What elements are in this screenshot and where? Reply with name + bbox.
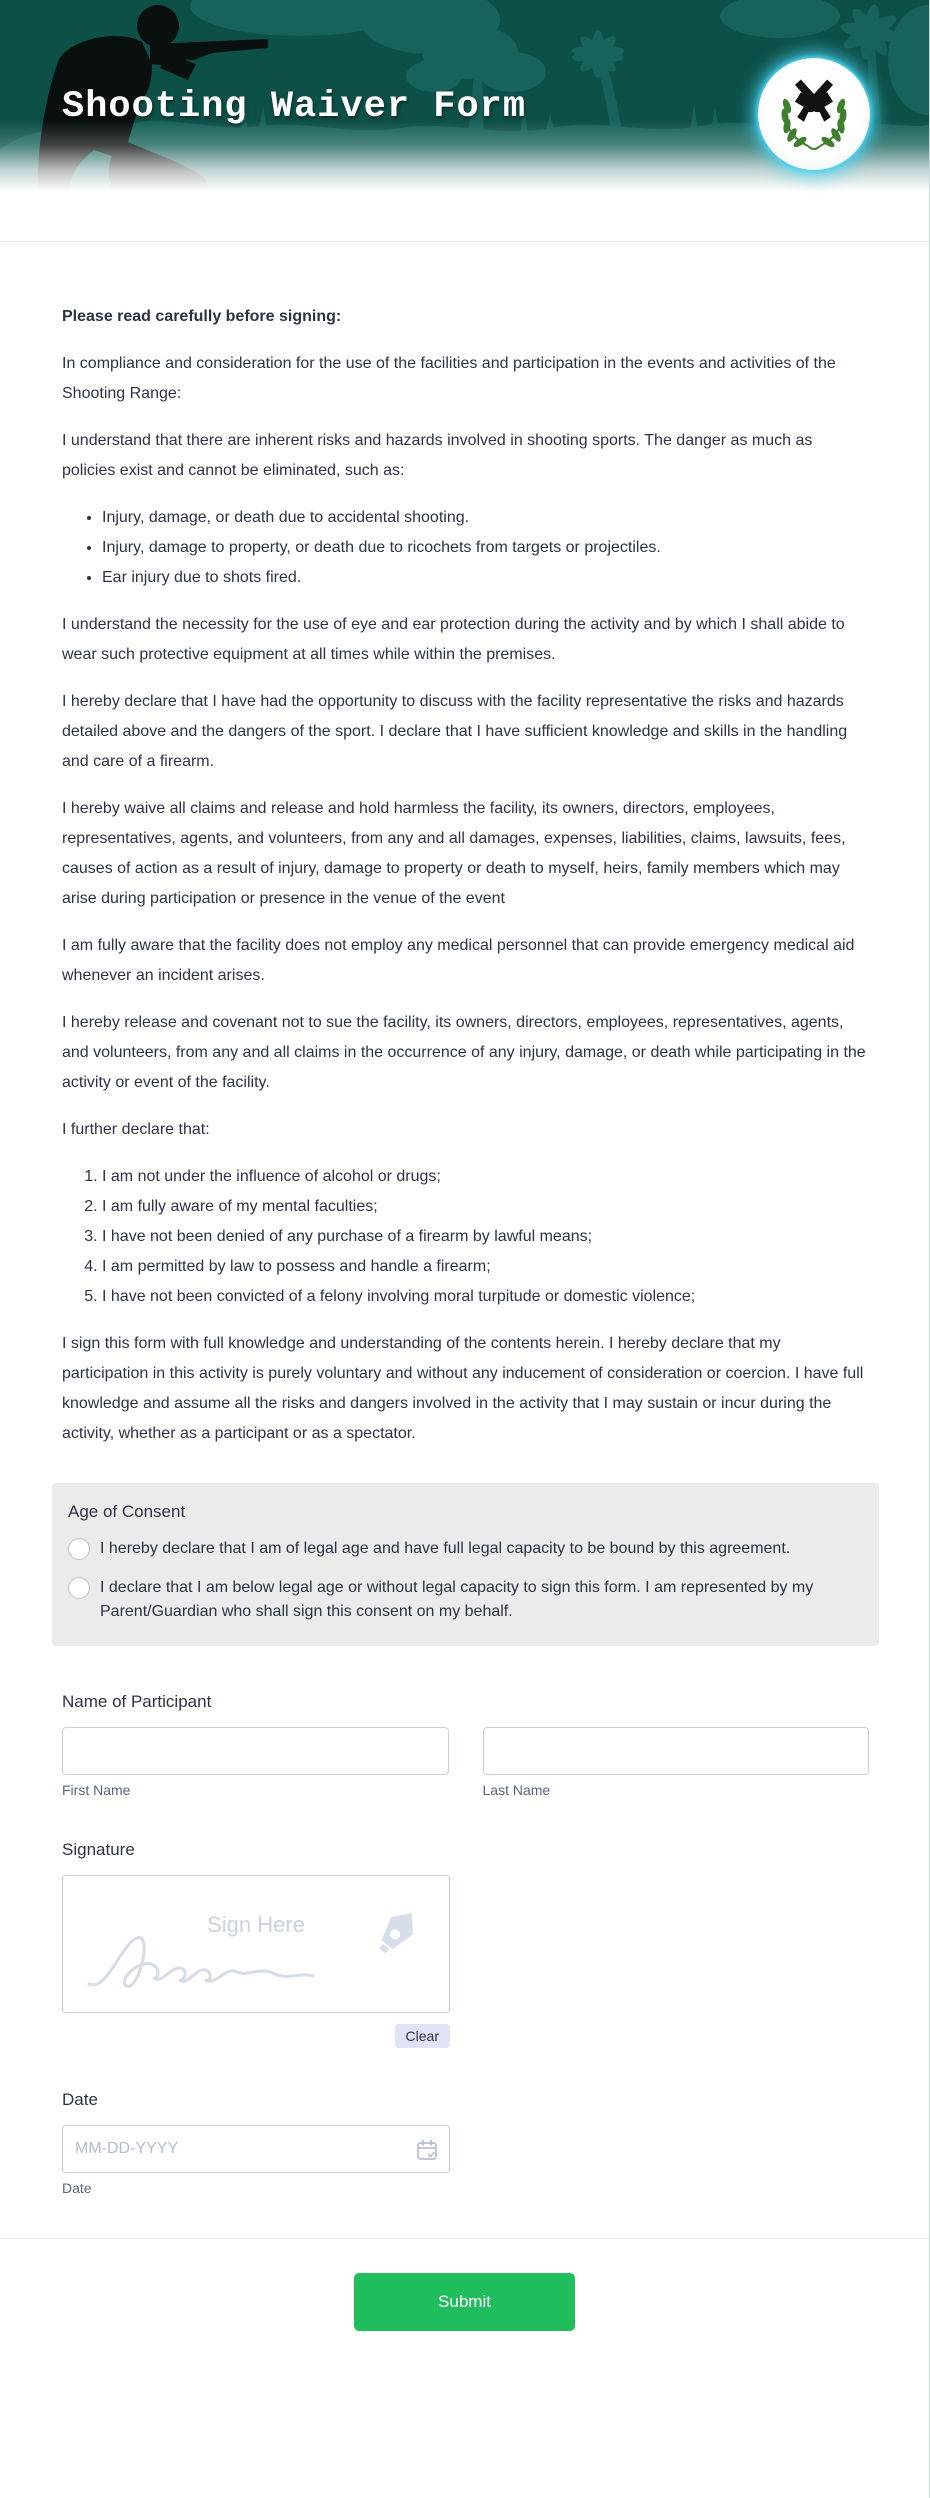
waiver-paragraph: I hereby declare that I have had the opportunity to discuss with the facility representative the risks and hazards detailed above and the dangers of the sport. I declare that I have sufficient knowledge and skills in the handling and care of a firearm. (62, 693, 848, 770)
waiver-paragraph: I hereby waive all claims and release and hold harmless the facility, its owners, directors, employees, representatives, agents, and volunteers, from any and all damages, expenses, liabilities, claims, lawsuits, fees, causes of action as a result of injury, damage to property or death to myself, heirs, family members which may arise during participation or presence in the venue of the event (62, 800, 846, 907)
name-of-participant-field (62, 1692, 869, 1798)
range-logo (758, 58, 870, 170)
crossed-pistols-laurel-icon (774, 72, 854, 156)
date-field (62, 2090, 869, 2196)
date-sublabel: Date (62, 2180, 92, 2196)
hazards-list (62, 503, 869, 593)
first-name-sublabel: First Name (62, 1782, 131, 1798)
waiver-heading: Please read carefully before signing: (62, 308, 342, 325)
hazards-list-item: • Injury, damage to property, or death due to ricochets from targets or projectiles. (102, 533, 869, 563)
waiver-paragraph: I am fully aware that the facility does not employ any medical personnel that can provide emergency medical aid whenever an incident arises. (62, 937, 855, 984)
form-body (0, 242, 929, 2196)
waiver-paragraph: I hereby release and covenant not to sue the facility, its owners, directors, employees, representatives, agents, and volunteers, from any and all claims in the occurrence of any injury, damage, or death while participating in the activity or event of the facility. (62, 1014, 866, 1091)
signature-field (62, 1840, 869, 2048)
calendar-picker-button[interactable] (414, 2137, 440, 2163)
consent-option-label: I hereby declare that I am of legal age and have full legal capacity to be bound by this agreement. (100, 1540, 791, 1557)
age-of-consent-label: Age of Consent (68, 1502, 186, 1521)
first-name-column (62, 1727, 449, 1798)
waiver-paragraph: I understand the necessity for the use of eye and ear protection during the activity and by which I shall abide to wear such protective equipment at all times while within the premises. (62, 616, 845, 663)
declarations-list-item: 1. I am not under the influence of alcohol or drugs; (102, 1162, 869, 1192)
name-field-label: Name of Participant (62, 1692, 212, 1711)
form-title: Shooting Waiver Form (62, 86, 527, 128)
signature-field-label: Signature (62, 1840, 135, 1859)
submit-button[interactable]: Submit (354, 2273, 575, 2331)
waiver-paragraph: I sign this form with full knowledge and understanding of the contents herein. I hereby declare that my participation in this activity is purely voluntary and without any inducement of consideration or coercion. I have full knowledge and assume all the risks and dangers involved in the activity that I may sustain or incur during the activity, whether as a participant or as a spectator. (62, 1335, 864, 1442)
hazards-list-item: • Ear injury due to shots fired. (102, 563, 869, 593)
form-header (0, 0, 929, 242)
signature-pad[interactable] (62, 1875, 450, 2013)
waiver-paragraph: In compliance and consideration for the use of the facilities and participation in the events and activities of the Shooting Range: (62, 355, 836, 402)
declarations-list-item: 5. I have not been convicted of a felony involving moral turpitude or domestic violence; (102, 1282, 869, 1312)
signature-actions-row (62, 2024, 450, 2048)
sign-here-placeholder: Sign Here (207, 1912, 305, 1937)
date-input[interactable] (62, 2125, 450, 2173)
waiver-paragraph: I further declare that: (62, 1121, 210, 1138)
date-field-label: Date (62, 2090, 98, 2109)
consent-option-below-legal-age[interactable] (68, 1576, 861, 1624)
last-name-input[interactable] (483, 1727, 870, 1775)
hazards-list-item: • Injury, damage, or death due to accidental shooting. (102, 503, 869, 533)
declarations-list-item: 3. I have not been denied of any purchase of a firearm by lawful means; (102, 1222, 869, 1252)
last-name-sublabel: Last Name (482, 1782, 551, 1798)
clear-signature-button[interactable]: Clear (395, 2024, 450, 2048)
form-footer (0, 2238, 929, 2382)
declarations-list-item: 4. I am permitted by law to possess and handle a firearm; (102, 1252, 869, 1282)
last-name-column (483, 1727, 870, 1798)
name-inputs-row (62, 1727, 869, 1798)
pen-nib-icon (371, 1906, 423, 1958)
radio-button-icon[interactable] (68, 1577, 90, 1599)
age-of-consent-section (52, 1483, 879, 1646)
radio-button-icon[interactable] (68, 1538, 90, 1560)
first-name-input[interactable] (62, 1727, 449, 1775)
declarations-list-item: 2. I am fully aware of my mental faculties; (102, 1192, 869, 1222)
waiver-paragraph: I understand that there are inherent risks and hazards involved in shooting sports. The danger as much as policies exist and cannot be eliminated, such as: (62, 432, 813, 479)
waiver-text-block (62, 302, 869, 1449)
consent-option-label: I declare that I am below legal age or without legal capacity to sign this form. I am represented by my Parent/Guardian who shall sign this consent on my behalf. (100, 1579, 814, 1620)
declarations-list (62, 1162, 869, 1312)
date-input-wrapper (62, 2125, 450, 2173)
calendar-check-icon (415, 2138, 439, 2162)
consent-option-legal-age[interactable] (68, 1537, 861, 1561)
